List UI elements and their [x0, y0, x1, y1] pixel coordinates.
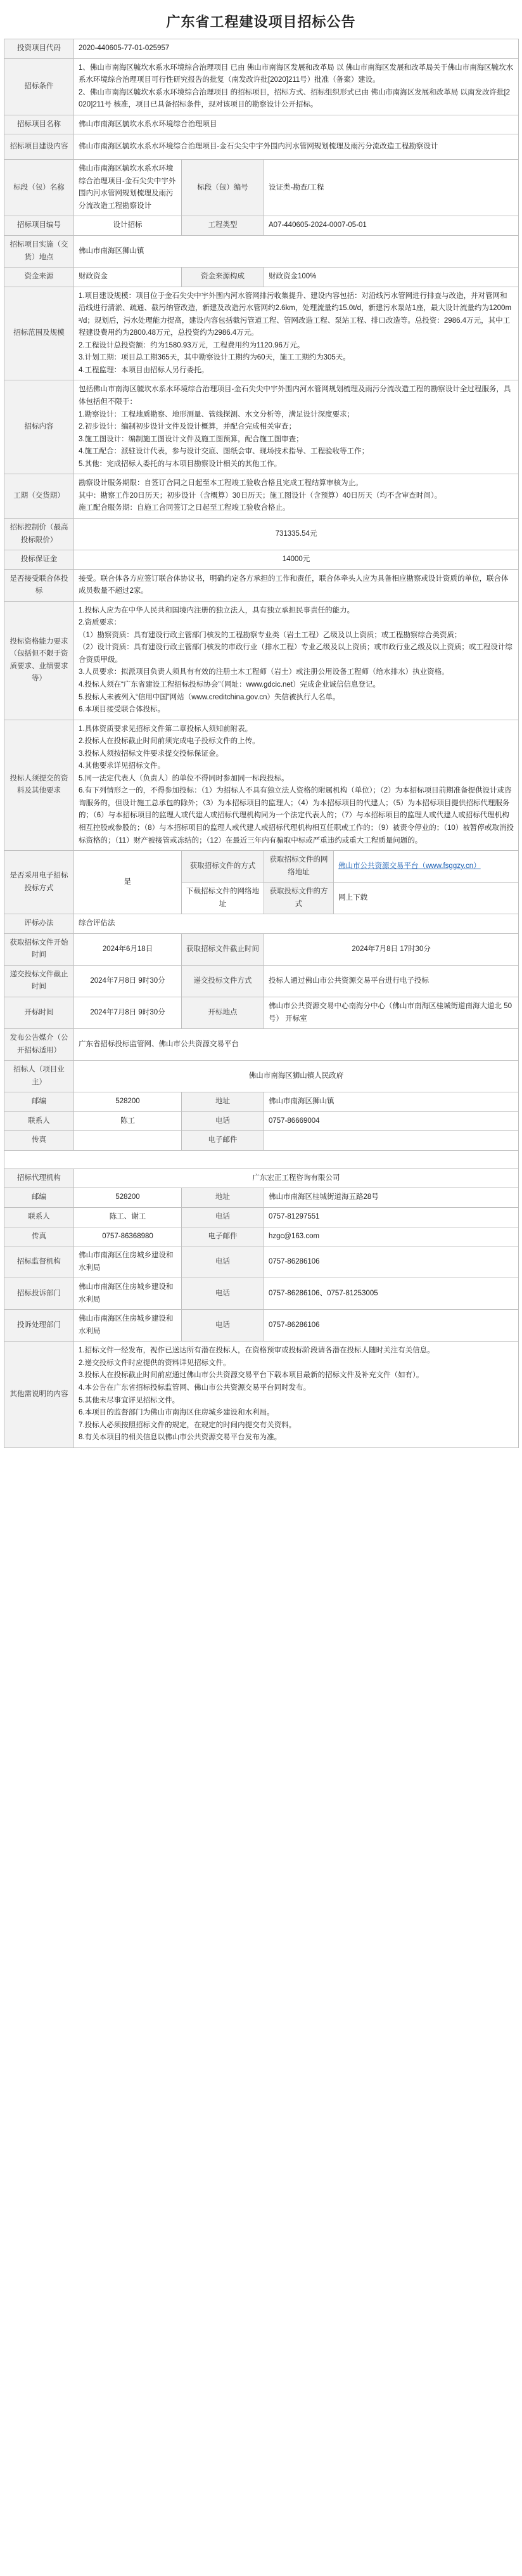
value-get-doc-start: 2024年6月18日	[74, 933, 182, 965]
label-tenderee-addr: 地址	[182, 1092, 264, 1112]
label-tender-type: 招标项目编号	[4, 216, 74, 236]
label-tenderee-email: 电子邮件	[182, 1131, 264, 1151]
label-get-doc-url: 获取招标文件的网络地址	[264, 851, 334, 883]
label-location: 招标项目实施（交货）地点	[4, 236, 74, 268]
label-tenderee-section: 招标人（项目业主）	[4, 1061, 74, 1092]
label-open-time: 开标时间	[4, 997, 74, 1029]
value-agent-postcode: 528200	[74, 1188, 182, 1208]
row-other-req	[4, 720, 519, 850]
row-tender-content	[4, 134, 519, 160]
value-agent-fax: 0757-86368980	[74, 1227, 182, 1246]
label-scale: 招标范围及规模	[4, 287, 74, 380]
value-tender-type: 设计招标	[74, 216, 182, 236]
value-submit-deadline: 2024年7月8日 9时30分	[74, 965, 182, 997]
row-supervise	[4, 1246, 519, 1278]
row-eval	[4, 914, 519, 934]
label-tender-number: 工程类型	[182, 216, 264, 236]
row-complaint	[4, 1278, 519, 1310]
value-agent-name: 广东宏正工程咨询有限公司	[74, 1168, 519, 1188]
row-agent-postcode	[4, 1188, 519, 1208]
row-other	[4, 1342, 519, 1447]
label-tender-content: 招标项目建设内容	[4, 134, 74, 160]
label-supervise-phone: 电话	[182, 1246, 264, 1278]
label-get-doc-method: 获取招标文件的方式	[182, 851, 264, 883]
label-complaint: 招标投诉部门	[4, 1278, 74, 1310]
label-funding-ratio: 资金来源构成	[182, 268, 264, 287]
row-conditions	[4, 58, 519, 115]
row-tenderee-postcode	[4, 1092, 519, 1112]
value-section-code: 设证类-勘查/工程	[264, 160, 519, 216]
value-tenderee-name: 佛山市南海区狮山镇人民政府	[74, 1061, 519, 1092]
value-scope: 包括佛山市南海区毓坎水系水环境综合治理项目-金石尖尖中宇外围内河水管网规划梳理及雨污分流改造工程的勘察设计全过程服务，具体包括但不限于： 1.勘察设计：工程地质勘察、地形测量、管线探测、水文分析等，满足设计深度要求； 2.初步设计：编制初步设计文件及设计概算，并配合完成相关审查； 3.施工图设计：编制施工图设计文件及施工图预算，配合施工图审查； 4.施工配合：派驻设计代表，参与设计交底、图纸会审、现场技术指导、工程验收等工作； 5.其他：完成招标人委托的与本项目勘察设计相关的其他工作。	[74, 380, 519, 474]
label-funding-source: 资金来源	[4, 268, 74, 287]
label-agent-section: 招标代理机构	[4, 1168, 74, 1188]
row-project-name	[4, 115, 519, 134]
label-handle: 投诉处理部门	[4, 1310, 74, 1342]
value-consortium: 接受。联合体各方应签订联合体协议书，明确约定各方承担的工作和责任，联合体牵头人应为具备相应勘察或设计资质的单位，联合体成员数量不超过2家。	[74, 569, 519, 601]
row-tender-number	[4, 216, 519, 236]
row-handle	[4, 1310, 519, 1342]
label-section-name: 标段（包）名称	[4, 160, 74, 216]
value-agent-email: hzgc@163.com	[264, 1227, 519, 1246]
row-funding	[4, 268, 519, 287]
row-deposit	[4, 550, 519, 570]
value-complaint-phone: 0757-86286106、0757-81253005	[264, 1278, 519, 1310]
label-eval: 评标办法	[4, 914, 74, 934]
value-scale: 1.项目建设规模：项目位于金石尖尖中宇外围内河水管网排污收集提升、建设内容包括：对沿线污水管网进行排查与改造，并对管网和沿线进行清淤、疏通、截污纳管改造，新建及改造污水管网约2.6km，处理流量约15.0t/d，新建污水泵站1座，最大设计流量约为1200m³/d；规划后，污水处理能力提高，建设内容包括截污管道工程、管网改造工程、泵站工程、排口改造等。总投资：2986.4万元，其中工程建设费用约为2800.48万元，总投资约为2986.4万元。 2.工程设计总投资额：约为1580.93万元，工程费用约为1120.96万元。 3.计划工期：项目总工期365天，其中勘察设计工期约为60天，施工工期约为305天。 4.工程监理：本项目由招标人另行委托。	[74, 287, 519, 380]
value-other-req: 1.具体资质要求见招标文件第二章投标人须知前附表。 2.投标人在投标截止时间前须完成电子投标文件的上传。 3.投标人须按招标文件要求提交投标保证金。 4.其他要求详见招标文件。 5.同一法定代表人（负责人）的单位不得同时参加同一标段投标。 6.有下列情形之一的，不得参加投标：（1）为招标人不具有独立法人资格的附属机构（单位）；（2）为本招标项目前期准备提供设计或咨询服务的，但设计施工总承包的除外；（3）为本招标项目的监理人；（4）为本招标项目的代建人；（5）为本招标项目提供招标代理服务的；（6）与本招标项目的监理人或代建人或招标代理机构同为一个法定代表人的；（7）与本招标项目的监理人或代建人或招标代理机构相互控股或参股的；（8）与本招标项目的监理人或代建人或招标代理机构相互任职或工作的；（9）被责令停业的；（10）被暂停或取消投标资格的；（11）财产被接管或冻结的；（12）在最近三年内有骗取中标或严重违约或重大工程质量问题的。	[74, 720, 519, 850]
row-agent-contact	[4, 1208, 519, 1227]
gap-cell	[4, 1150, 519, 1168]
row-scale	[4, 287, 519, 380]
doc-download-link[interactable]: 佛山市公共资源交易平台（www.fsggzy.cn）	[338, 862, 481, 870]
row-open	[4, 997, 519, 1029]
value-funding-ratio: 财政资金100%	[264, 268, 519, 287]
label-project-code: 投资项目代码	[4, 39, 74, 59]
row-tenderee-fax	[4, 1131, 519, 1151]
value-supervise-name: 佛山市南海区住房城乡建设和水利局	[74, 1246, 182, 1278]
value-tenderee-contact: 陈工	[74, 1111, 182, 1131]
row-agent-fax	[4, 1227, 519, 1246]
row-qualification	[4, 601, 519, 720]
page-title: 广东省工程建设项目招标公告	[166, 14, 356, 30]
value-get-doc-url	[334, 851, 519, 883]
row-e-bid	[4, 851, 519, 883]
label-agent-email: 电子邮件	[182, 1227, 264, 1246]
row-consortium	[4, 569, 519, 601]
label-agent-addr: 地址	[182, 1188, 264, 1208]
label-tenderee-phone: 电话	[182, 1111, 264, 1131]
label-tenderee-fax: 传真	[4, 1131, 74, 1151]
label-tenderee-postcode: 邮编	[4, 1092, 74, 1112]
value-location: 佛山市南海区狮山镇	[74, 236, 519, 268]
label-submit-deadline: 递交投标文件截止时间	[4, 965, 74, 997]
value-deposit: 14000元	[74, 550, 519, 570]
value-tender-content: 佛山市南海区毓坎水系水环境综合治理项目-金石尖尖中宇外围内河水管网规划梳理及雨污分流改造工程勘察设计	[74, 134, 519, 160]
label-tenderee-contact: 联系人	[4, 1111, 74, 1131]
row-location	[4, 236, 519, 268]
row-period	[4, 474, 519, 519]
value-agent-phone: 0757-81297551	[264, 1208, 519, 1227]
value-funding-source: 财政资金	[74, 268, 182, 287]
value-e-bid: 是	[74, 851, 182, 914]
row-tenderee-section	[4, 1061, 519, 1092]
label-agent-postcode: 邮编	[4, 1188, 74, 1208]
row-scope	[4, 380, 519, 474]
row-submit	[4, 965, 519, 997]
label-scope: 招标内容	[4, 380, 74, 474]
value-qualification: 1.投标人应为在中华人民共和国境内注册的独立法人，具有独立承担民事责任的能力。 2.资质要求： （1）勘察资质：具有建设行政主管部门核发的工程勘察专业类（岩土工程）乙级及以上资质；或工程勘察综合类资质； （2）设计资质：具有建设行政主管部门核发的市政行业（排水工程）专业乙级及以上资质；或市政行业乙级及以上资质；或工程设计综合资质甲级。 3.人员要求：拟派项目负责人须具有有效的注册土木工程师（岩土）或注册公用设备工程师（给水排水）执业资格。 4.投标人须在“广东省建设工程招标投标协会”（网址：www.gdcic.net）完成企业诚信信息登记。 5.投标人未被列入“信用中国”网站（www.creditchina.gov.cn）失信被执行人名单。 6.本项目接受联合体投标。	[74, 601, 519, 720]
label-media: 发布公告媒介（公开招标适用）	[4, 1029, 74, 1061]
value-tenderee-email	[264, 1131, 519, 1151]
value-tender-number: A07-440605-2024-0007-05-01	[264, 216, 519, 236]
value-tenderee-postcode: 528200	[74, 1092, 182, 1112]
value-media: 广东省招标投标监管网、佛山市公共资源交易平台	[74, 1029, 519, 1061]
label-conditions: 招标条件	[4, 58, 74, 115]
label-deposit: 投标保证金	[4, 550, 74, 570]
value-supervise-phone: 0757-86286106	[264, 1246, 519, 1278]
label-get-doc-end: 获取招标文件截止时间	[182, 933, 264, 965]
value-eval: 综合评估法	[74, 914, 519, 934]
value-handle-phone: 0757-86286106	[264, 1310, 519, 1342]
value-section-name: 佛山市南海区毓坎水系水环境综合治理项目-金石尖尖中宇外围内河水管网规划梳理及雨污分流改造工程勘察设计	[74, 160, 182, 216]
value-agent-addr: 佛山市南海区桂城街道海五路28号	[264, 1188, 519, 1208]
value-max-price: 731335.54元	[74, 518, 519, 550]
label-section-code: 标段（包）编号	[182, 160, 264, 216]
value-submit-method: 投标人通过佛山市公共资源交易平台进行电子投标	[264, 965, 519, 997]
value-get-doc-place: 网上下载	[334, 883, 519, 914]
row-media	[4, 1029, 519, 1061]
notice-table	[4, 39, 519, 1448]
row-tenderee-contact	[4, 1111, 519, 1131]
row-get-doc-time	[4, 933, 519, 965]
label-agent-contact: 联系人	[4, 1208, 74, 1227]
section-gap	[4, 1150, 519, 1168]
label-qualification: 投标资格能力要求（包括但不限于资质要求、业绩要求等）	[4, 601, 74, 720]
value-tenderee-phone: 0757-86669004	[264, 1111, 519, 1131]
value-complaint-name: 佛山市南海区住房城乡建设和水利局	[74, 1278, 182, 1310]
row-max-price	[4, 518, 519, 550]
label-get-doc-place: 获取投标文件的方式	[264, 883, 334, 914]
label-submit-method: 递交投标文件方式	[182, 965, 264, 997]
row-agent-section	[4, 1168, 519, 1188]
value-project-code: 2020-440605-77-01-025957	[74, 39, 519, 59]
label-handle-phone: 电话	[182, 1310, 264, 1342]
label-e-bid: 是否采用电子招标投标方式	[4, 851, 74, 914]
value-agent-contact: 陈工、谢工	[74, 1208, 182, 1227]
value-get-doc-end: 2024年7月8日 17时30分	[264, 933, 519, 965]
label-period: 工期（交货期）	[4, 474, 74, 519]
label-complaint-phone: 电话	[182, 1278, 264, 1310]
label-other: 其他需说明的内容	[4, 1342, 74, 1447]
row-project-code	[4, 39, 519, 59]
label-open-place: 开标地点	[182, 997, 264, 1029]
value-tenderee-fax	[74, 1131, 182, 1151]
label-project-name: 招标项目名称	[4, 115, 74, 134]
label-consortium: 是否接受联合体投标	[4, 569, 74, 601]
label-agent-phone: 电话	[182, 1208, 264, 1227]
value-tenderee-addr: 佛山市南海区狮山镇	[264, 1092, 519, 1112]
value-handle-name: 佛山市南海区住房城乡建设和水利局	[74, 1310, 182, 1342]
row-section	[4, 160, 519, 216]
value-open-time: 2024年7月8日 9时30分	[74, 997, 182, 1029]
value-conditions: 1、佛山市南海区毓坎水系水环境综合治理项目 已由 佛山市南海区发展和改革局 以 佛山市南海区发展和改革局关于佛山市南海区毓坎水系水环境综合治理项目可行性研究报告的批复（南发改许批[2020]211号）批准（备案）建设。 2、佛山市南海区毓坎水系水环境综合治理项目 的招标项目，招标方式、招标组织形式已由 佛山市南海区发展和改革局 以南发改许批[2020]211号 核准，项目已具备招标条件，现对该项目的勘察设计公开招标。	[74, 58, 519, 115]
label-agent-fax: 传真	[4, 1227, 74, 1246]
value-period: 勘察设计服务期限：自签订合同之日起至本工程竣工验收合格且完成工程结算审核为止。 其中：勘察工作20日历天；初步设计（含概算）30日历天；施工图设计（含预算）40日历天（均不含审查时间）。 施工配合服务期：自施工合同签订之日起至工程竣工验收合格止。	[74, 474, 519, 519]
label-max-price: 招标控制价（最高投标限价）	[4, 518, 74, 550]
label-other-req: 投标人须提交的资料及其他要求	[4, 720, 74, 850]
value-get-doc-method: 下载招标文件的网络地址	[182, 883, 264, 914]
value-other: 1.招标文件一经发布，视作已送达所有潜在投标人，在资格预审或投标阶段请各潜在投标人随时关注有关信息。 2.递交投标文件时应提供的资料详见招标文件。 3.投标人在投标截止时间前应通过佛山市公共资源交易平台下载本项目最新的招标文件及补充文件（如有）。 4.本公告在广东省招标投标监管网、佛山市公共资源交易平台同时发布。 5.其他未尽事宜详见招标文件。 6.本项目的监督部门为佛山市南海区住房城乡建设和水利局。 7.投标人必须按照招标文件的规定，在规定的时间内提交有关资料。 8.有关本项目的相关信息以佛山市公共资源交易平台发布为准。	[74, 1342, 519, 1447]
value-project-name: 佛山市南海区毓坎水系水环境综合治理项目	[74, 115, 519, 134]
value-open-place: 佛山市公共资源交易中心南海分中心（佛山市南海区桂城街道南海大道北 50 号） 开标室	[264, 997, 519, 1029]
label-supervise: 招标监督机构	[4, 1246, 74, 1278]
label-get-doc-start: 获取招标文件开始时间	[4, 933, 74, 965]
